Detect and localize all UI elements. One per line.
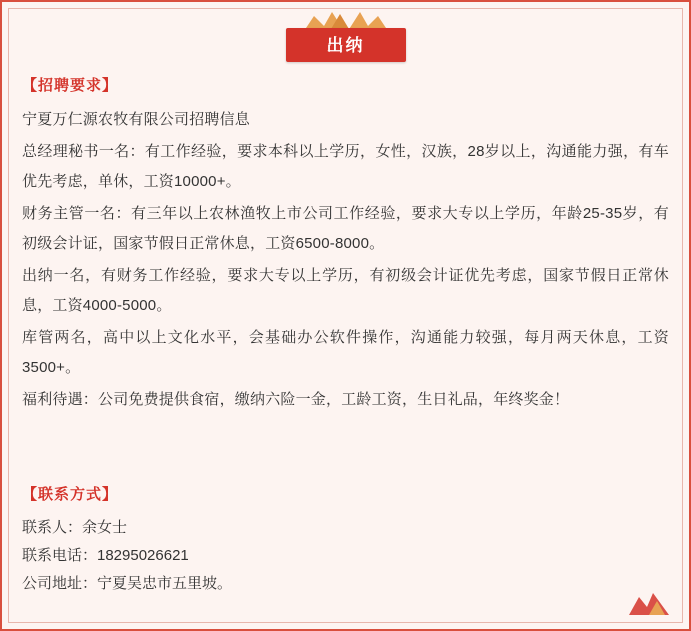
requirements-heading: 【招聘要求】 [22,77,119,94]
mountain-corner-icon [627,589,671,615]
requirement-item: 财务主管一名：有三年以上农林渔牧上市公司工作经验，要求大专以上学历，年龄25-35岁，有初级会计证，国家节假日正常休息，工资6500-8000。 [22,205,669,252]
contact-person: 联系人：余女士 [22,519,128,536]
requirement-item: 库管两名，高中以上文化水平，会基础办公软件操作，沟通能力较强，每月两天休息，工资3500+。 [22,329,669,376]
banner-title: 出纳 [326,35,365,55]
banner-tab [286,28,406,62]
requirement-item: 总经理秘书一名：有工作经验，要求本科以上学历，女性，汉族，28岁以上，沟通能力强，有车优先考虑，单休，工资10000+。 [22,143,669,190]
spacer [22,417,669,473]
banner [286,10,406,70]
company-intro: 宁夏万仁源农牧有限公司招聘信息 [22,111,251,128]
contact-heading: 【联系方式】 [22,486,119,503]
requirement-item: 出纳一名，有财务工作经验，要求大专以上学历，有初级会计证优先考虑，国家节假日正常休息，工资4000-5000。 [22,267,669,314]
contact-phone: 联系电话：18295026621 [22,547,189,564]
contact-address: 公司地址：宁夏吴忠市五里坡。 [22,575,233,592]
poster-content [22,64,669,613]
benefits-item: 福利待遇：公司免费提供食宿，缴纳六险一金，工龄工资，生日礼品，年终奖金！ [22,391,570,408]
